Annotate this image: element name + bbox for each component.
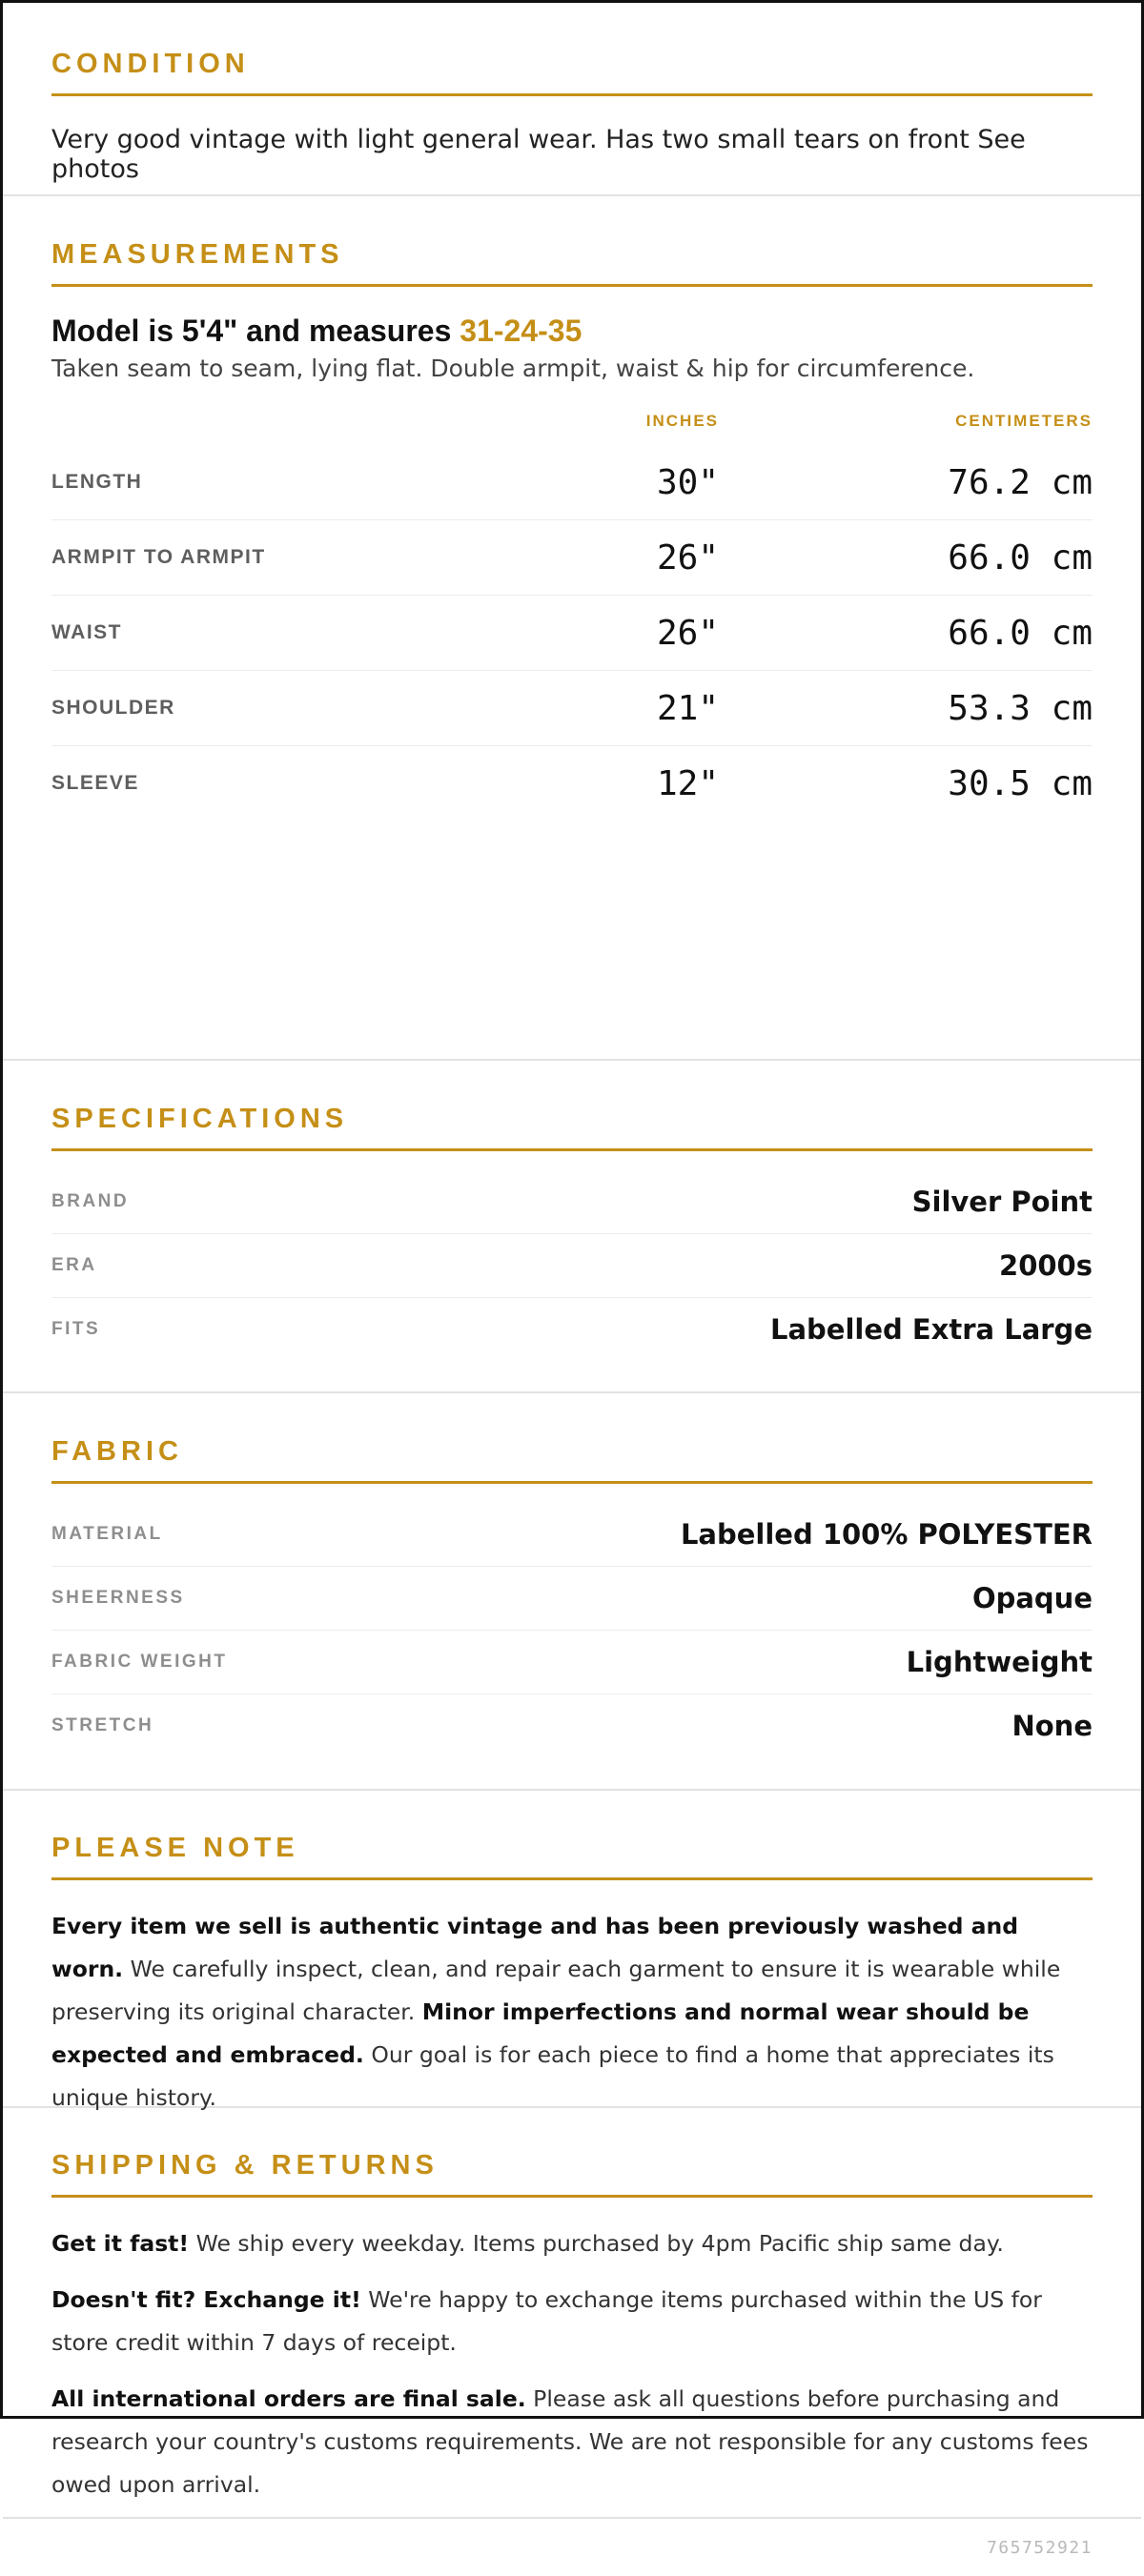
- measurement-label: LENGTH: [51, 471, 143, 493]
- fabric-list: [51, 1503, 1093, 1757]
- shipping-bold: Doesn't fit? Exchange it!: [51, 2286, 361, 2313]
- spec-key: FITS: [51, 1319, 101, 1339]
- measurement-inches: 21": [656, 688, 719, 728]
- spec-row-era: [51, 1234, 1093, 1298]
- shipping-bold: All international orders are final sale.: [51, 2385, 526, 2412]
- condition-section: [3, 3, 1141, 196]
- shipping-title: SHIPPING & RETURNS: [51, 2150, 1093, 2198]
- column-inches: INCHES: [645, 412, 719, 430]
- footer: [3, 2519, 1141, 2576]
- please-note-title: PLEASE NOTE: [51, 1833, 1093, 1880]
- measurement-row-waist: [51, 596, 1093, 671]
- shipping-text: We ship every weekday. Items purchased by 4pm Pacific ship same day.: [189, 2230, 1004, 2257]
- fabric-section: [3, 1393, 1141, 1791]
- condition-text: Very good vintage with light general wear. Has two small tears on front See photos: [51, 125, 1026, 184]
- shipping-text: Please ask all questions before purchasing and research your country's customs requirements. We are not responsible for any customs fees owed upon arrival.: [51, 2385, 1089, 2498]
- measurement-label: WAIST: [51, 621, 122, 643]
- specifications-section: [3, 1061, 1141, 1393]
- fabric-row-material: [51, 1503, 1093, 1567]
- measurement-cm: 76.2 cm: [948, 462, 1093, 502]
- fabric-value: Opaque: [971, 1582, 1093, 1614]
- measurement-label: SLEEVE: [51, 772, 139, 794]
- please-note-text: [51, 1905, 1093, 2120]
- note-text-2: Our goal is for each piece to find a home that appreciates its unique history.: [51, 2041, 1054, 2111]
- spec-row-fits: [51, 1298, 1093, 1361]
- specifications-title: SPECIFICATIONS: [51, 1104, 1093, 1151]
- measurements-title: MEASUREMENTS: [51, 239, 1093, 287]
- column-centimeters: CENTIMETERS: [955, 412, 1093, 430]
- fabric-row-stretch: [51, 1694, 1093, 1757]
- note-bold-2: Minor imperfections and normal wear should be expected and embraced.: [51, 1998, 1030, 2068]
- item-id: 765752921: [986, 2537, 1093, 2558]
- fabric-value: Lightweight: [906, 1646, 1093, 1678]
- note-text-1: We carefully inspect, clean, and repair each garment to ensure it is wearable while preserving its original character.: [51, 1956, 1061, 2025]
- model-measures-value: 31-24-35: [460, 314, 582, 348]
- measurement-label: SHOULDER: [51, 697, 175, 719]
- measurement-inches: 26": [656, 613, 719, 653]
- spec-value: Silver Point: [911, 1186, 1093, 1218]
- shipping-paragraph-exchange: [51, 2279, 1093, 2364]
- measurement-row-sleeve: [51, 746, 1093, 821]
- fabric-title: FABRIC: [51, 1436, 1093, 1484]
- measurement-inches: 26": [656, 538, 719, 578]
- measurement-table: [51, 445, 1093, 821]
- measurement-cm: 66.0 cm: [948, 538, 1093, 578]
- measurement-row-armpit: [51, 520, 1093, 596]
- measurement-cm: 30.5 cm: [948, 763, 1093, 803]
- model-measurements: [51, 314, 1093, 349]
- fabric-value: Labelled 100% POLYESTER: [680, 1518, 1093, 1551]
- fabric-key: STRETCH: [51, 1715, 154, 1735]
- fabric-key: MATERIAL: [51, 1524, 163, 1544]
- measurement-cm: 66.0 cm: [948, 613, 1093, 653]
- spec-key: BRAND: [51, 1191, 130, 1211]
- fabric-key: SHEERNESS: [51, 1588, 185, 1608]
- note-bold-1: Every item we sell is authentic vintage and has been previously washed and worn.: [51, 1913, 1019, 1982]
- measurement-row-shoulder: [51, 671, 1093, 746]
- measurement-column-headers: [51, 411, 1093, 432]
- measurement-note: Taken seam to seam, lying flat. Double armpit, waist & hip for circumference.: [51, 355, 975, 382]
- condition-title: CONDITION: [51, 49, 1093, 96]
- shipping-paragraph-international: [51, 2378, 1093, 2506]
- please-note-section: [3, 1791, 1141, 2111]
- fabric-key: FABRIC WEIGHT: [51, 1652, 228, 1672]
- fabric-row-sheerness: [51, 1567, 1093, 1631]
- measurements-section: [3, 196, 1141, 1061]
- spec-key: ERA: [51, 1255, 97, 1275]
- spec-value: Labelled Extra Large: [769, 1313, 1093, 1346]
- shipping-bold: Get it fast!: [51, 2230, 190, 2257]
- shipping-paragraph-fast: [51, 2222, 1093, 2265]
- spec-row-brand: [51, 1170, 1093, 1234]
- measurement-cm: 53.3 cm: [948, 688, 1093, 728]
- fabric-row-weight: [51, 1631, 1093, 1694]
- model-prefix: Model is 5'4" and measures: [51, 314, 460, 348]
- fabric-value: None: [1011, 1710, 1093, 1742]
- shipping-returns-section: [3, 2108, 1141, 2519]
- measurement-label: ARMPIT TO ARMPIT: [51, 546, 266, 568]
- specifications-list: [51, 1170, 1093, 1361]
- measurement-inches: 30": [656, 462, 719, 502]
- spec-value: 2000s: [999, 1249, 1093, 1282]
- measurement-inches: 12": [656, 763, 719, 803]
- measurement-row-length: [51, 445, 1093, 520]
- shipping-text: We're happy to exchange items purchased within the US for store credit within 7 days of receipt.: [51, 2286, 1042, 2356]
